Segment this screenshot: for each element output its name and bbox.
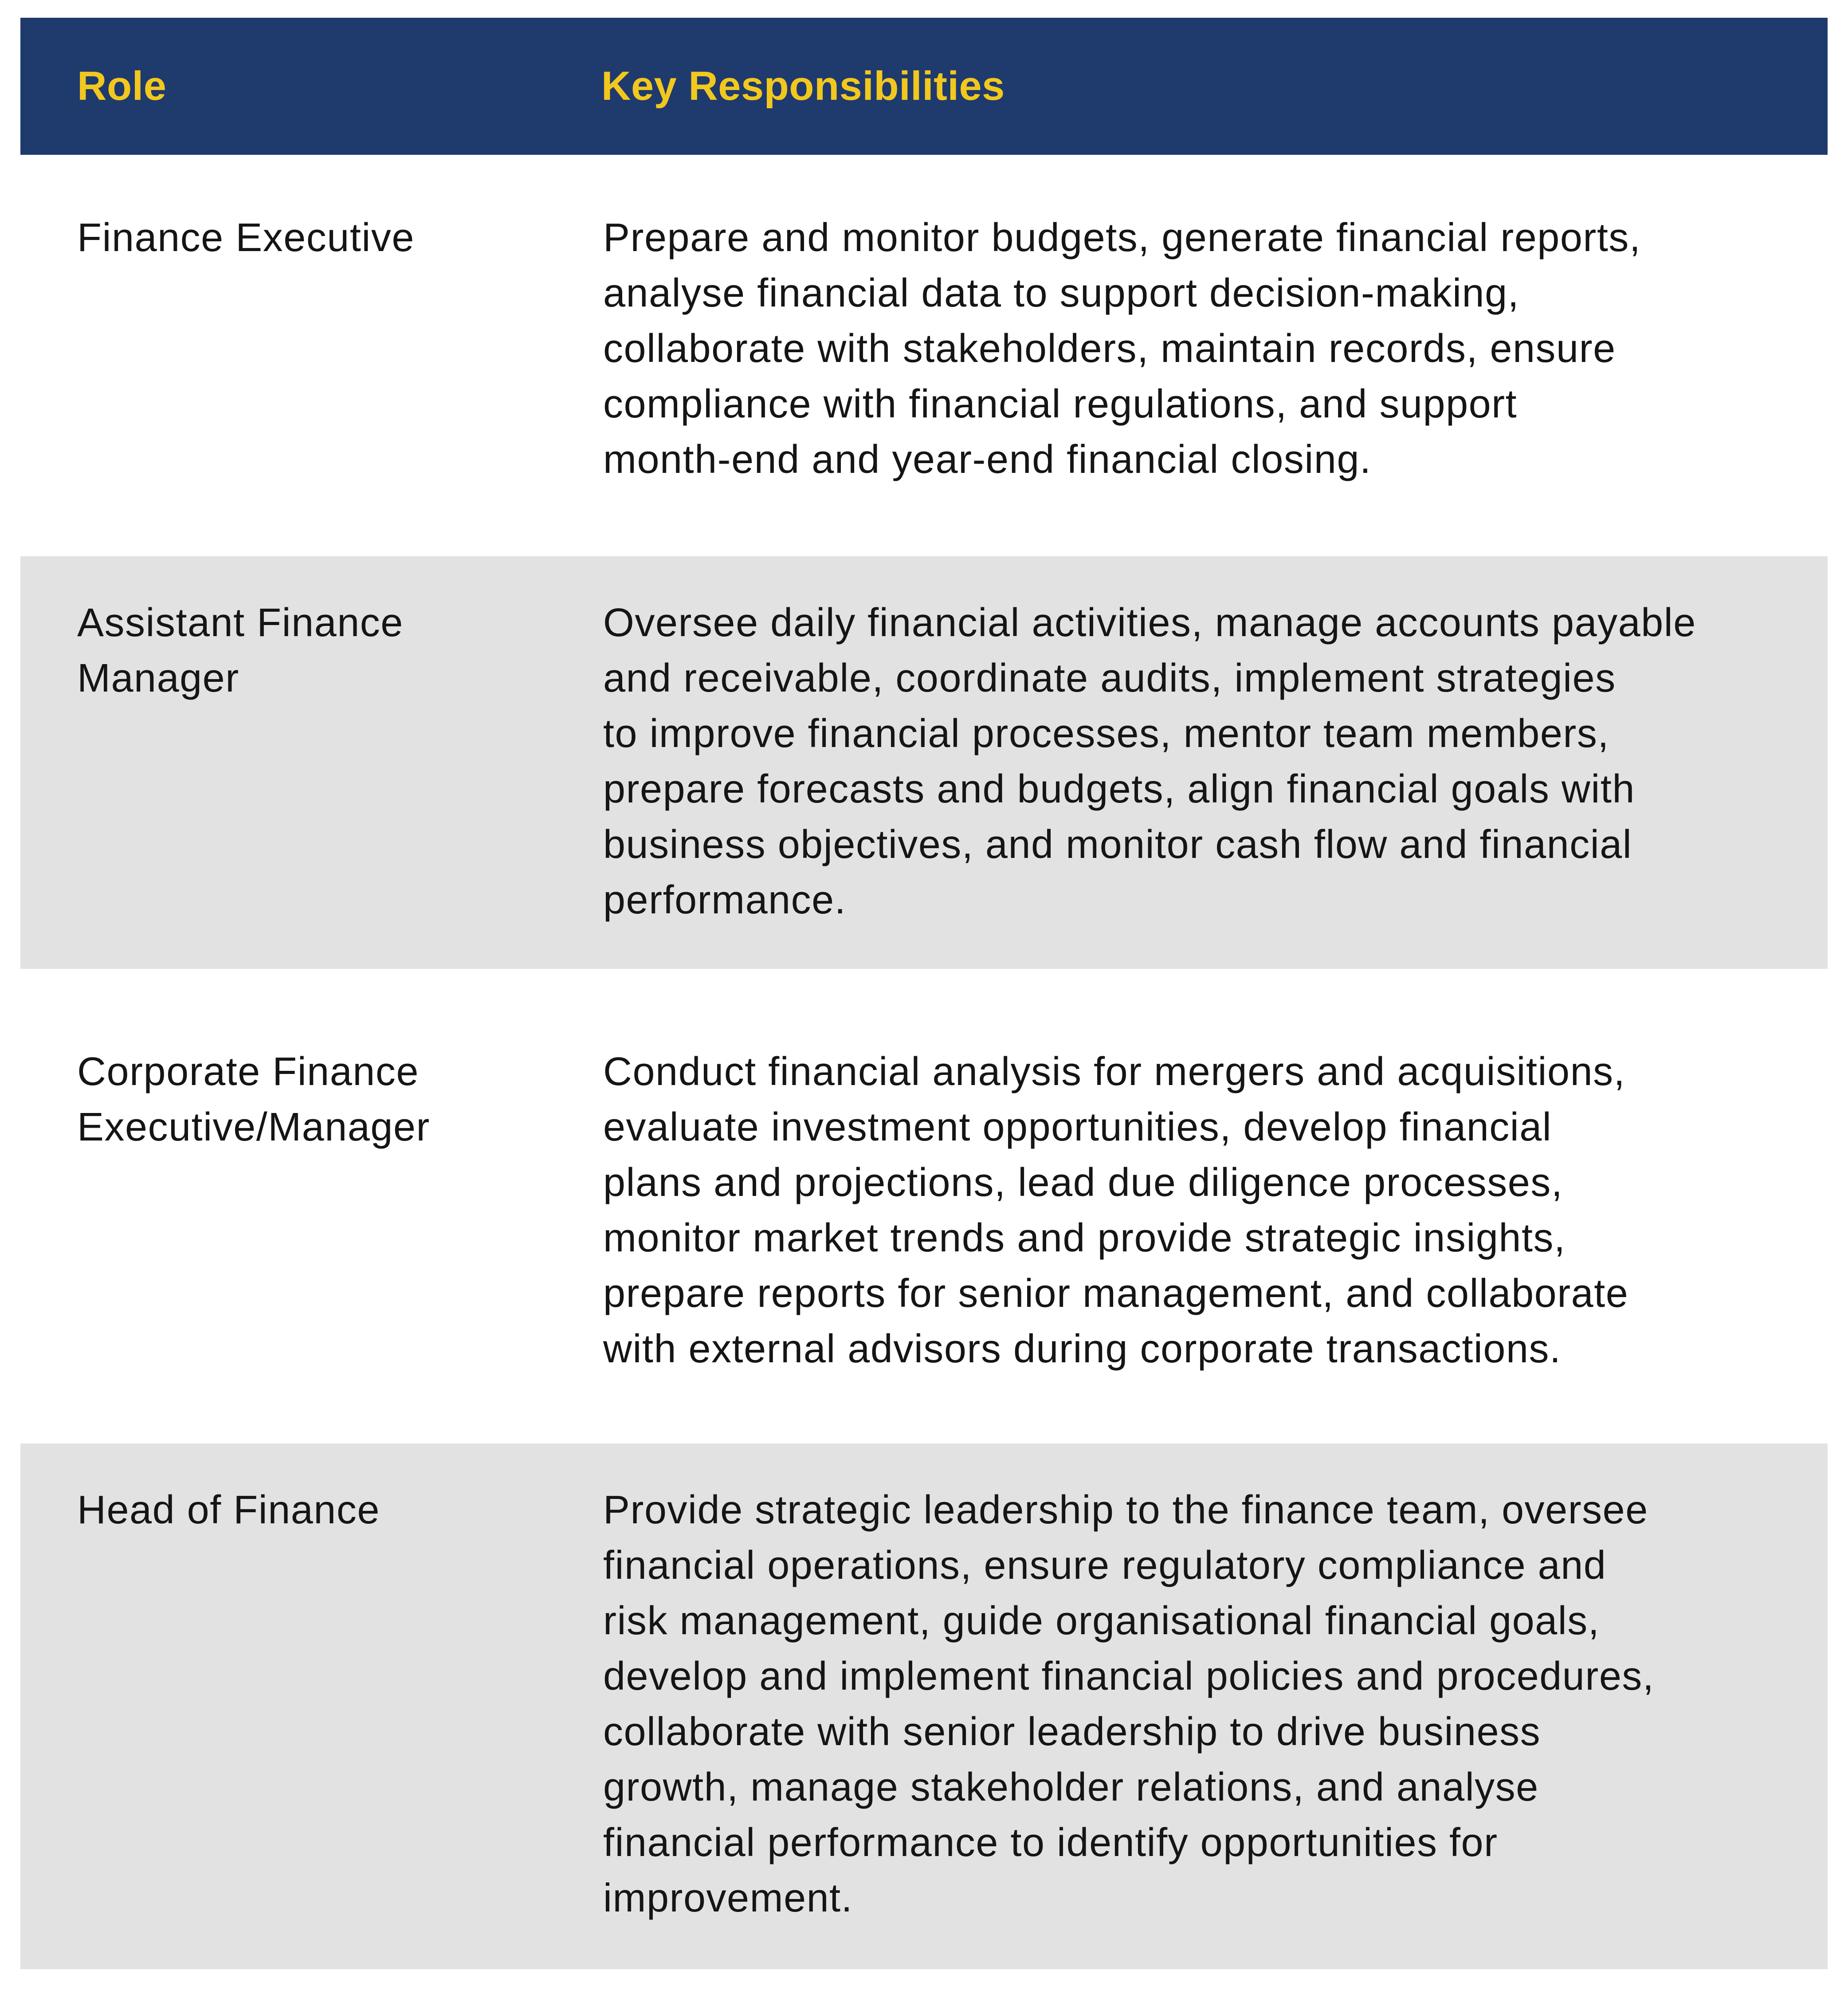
role-line: Head of Finance xyxy=(77,1488,380,1532)
role-line: Executive/Manager xyxy=(77,1105,430,1149)
resp-line: collaborate with senior leadership to drive business xyxy=(603,1710,1541,1754)
responsibilities-cell xyxy=(603,595,1818,928)
role-cell xyxy=(77,1044,565,1155)
table-row-assistant-finance-manager xyxy=(20,556,1828,969)
table-row-corporate-finance xyxy=(20,969,1828,1443)
resp-line: financial performance to identify opportunities for xyxy=(603,1821,1498,1865)
resp-line: risk management, guide organisational financial goals, xyxy=(603,1599,1600,1643)
role-cell xyxy=(77,1483,565,1538)
resp-line: financial operations, ensure regulatory compliance and xyxy=(603,1543,1607,1588)
resp-line: collaborate with stakeholders, maintain records, ensure xyxy=(603,326,1616,371)
resp-line: to improve financial processes, mentor team members, xyxy=(603,712,1609,756)
roles-table xyxy=(20,18,1828,1969)
resp-line: with external advisors during corporate transactions. xyxy=(603,1327,1562,1371)
resp-line: performance. xyxy=(603,878,847,922)
resp-line: evaluate investment opportunities, develop financial xyxy=(603,1105,1552,1149)
resp-line: Prepare and monitor budgets, generate financial reports, xyxy=(603,216,1641,260)
role-cell xyxy=(77,595,565,706)
resp-line: prepare reports for senior management, and collaborate xyxy=(603,1271,1629,1316)
resp-line: month-end and year-end financial closing. xyxy=(603,437,1372,482)
responsibilities-cell xyxy=(603,1044,1818,1377)
resp-line: improvement. xyxy=(603,1876,853,1920)
header-responsibilities: Key Responsibilities xyxy=(601,63,1005,109)
resp-line: Conduct financial analysis for mergers and acquisitions, xyxy=(603,1050,1626,1094)
header-role: Role xyxy=(77,63,167,109)
resp-line: analyse financial data to support decision-making, xyxy=(603,271,1520,315)
role-cell xyxy=(77,210,565,266)
role-line: Assistant Finance xyxy=(77,601,404,645)
resp-line: plans and projections, lead due diligence processes, xyxy=(603,1160,1563,1205)
resp-line: compliance with financial regulations, and support xyxy=(603,382,1518,426)
table-header xyxy=(20,18,1828,155)
table-row-head-of-finance xyxy=(20,1443,1828,1969)
resp-line: and receivable, coordinate audits, implement strategies xyxy=(603,656,1616,700)
resp-line: business objectives, and monitor cash flow and financial xyxy=(603,822,1632,867)
role-line: Finance Executive xyxy=(77,216,415,260)
resp-line: monitor market trends and provide strategic insights, xyxy=(603,1216,1566,1260)
role-line: Manager xyxy=(77,656,239,700)
table-row-finance-executive xyxy=(20,155,1828,556)
resp-line: growth, manage stakeholder relations, and analyse xyxy=(603,1765,1539,1809)
resp-line: Oversee daily financial activities, manage accounts payable xyxy=(603,601,1696,645)
role-line: Corporate Finance xyxy=(77,1050,419,1094)
responsibilities-cell xyxy=(603,1483,1818,1926)
responsibilities-cell xyxy=(603,210,1818,488)
resp-line: prepare forecasts and budgets, align financial goals with xyxy=(603,767,1635,811)
resp-line: Provide strategic leadership to the finance team, oversee xyxy=(603,1488,1648,1532)
resp-line: develop and implement financial policies and procedures, xyxy=(603,1654,1655,1699)
